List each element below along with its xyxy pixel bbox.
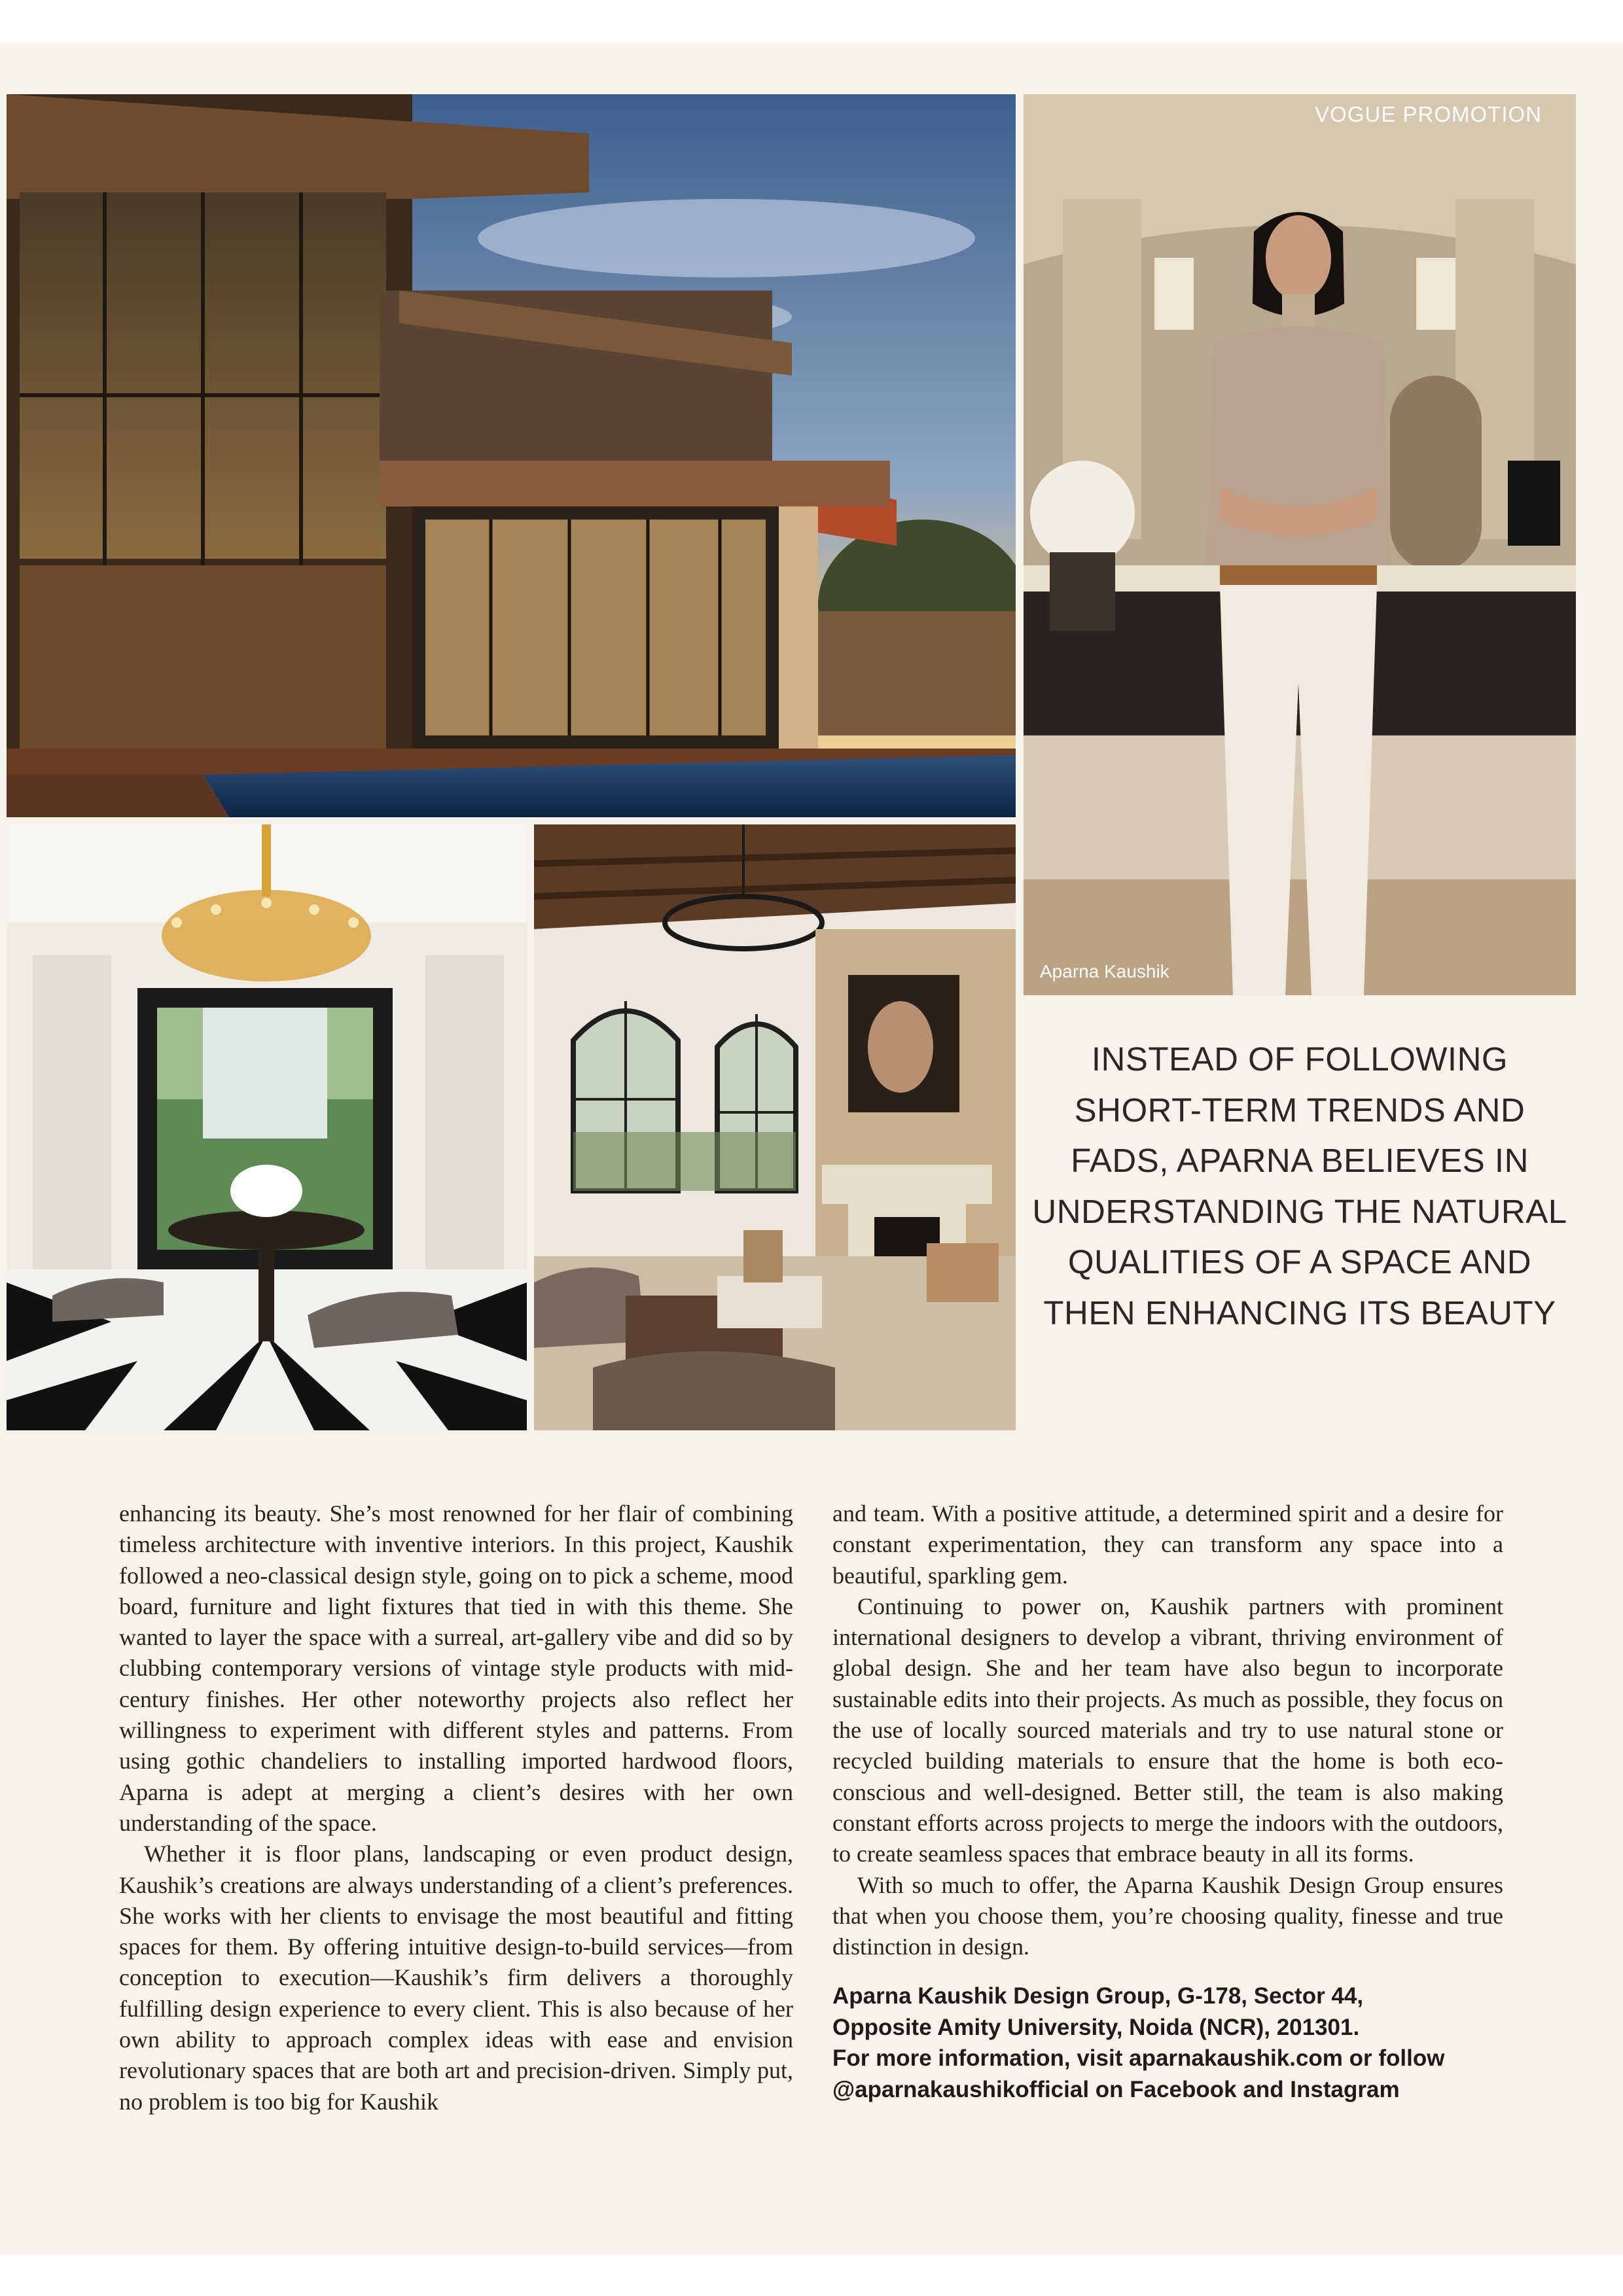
promo-label: VOGUE PROMOTION bbox=[1315, 102, 1542, 126]
page-bottom-margin bbox=[0, 2255, 1623, 2296]
living-room-photo bbox=[534, 824, 1016, 1430]
article-paragraph: With so much to offer, the Aparna Kaushik Design Group ensures that when you choose them, you’re choosing quality, finesse and true distinction in design. bbox=[832, 1871, 1503, 1960]
article-column-left bbox=[119, 1498, 793, 2117]
contact-block bbox=[832, 1981, 1503, 2105]
portrait-photo bbox=[1024, 94, 1576, 995]
article-paragraph: Whether it is floor plans, landscaping or even product design, Kaushik’s creations are always understanding of a client’s preferences. She works with her clients to envisage the most beautiful and fitting spaces for them. By offering intuitive design-to-build services—from conception to execution—Kaushik’s firm delivers a thoroughly fulfilling design experience to every client. This is also because of her own ability to approach complex ideas with ease and envision revolutionary spaces that are both art and precision-driven. Simply put, no problem is too big for Kaushik bbox=[119, 1841, 793, 2115]
pull-quote: INSTEAD OF FOLLOWING SHORT-TERM TRENDS AND FADS, APARNA BELIEVES IN UNDERSTANDING THE NATURAL QUALITIES OF A SPACE AND THEN ENHANCING ITS BEAUTY bbox=[1032, 1040, 1567, 1332]
article-paragraph: Continuing to power on, Kaushik partners with prominent international designers to develop a vibrant, thriving environment of global design. She and her team have also begun to incorporate sustainable edits into their projects. As much as possible, they focus on the use of locally sourced materials and try to use natural stone or recycled building materials to ensure that the home is both eco-conscious and well-designed. Better still, the team is also making constant efforts across projects to merge the indoors with the outdoors, to create seamless spaces that embrace beauty in all its forms. bbox=[832, 1593, 1503, 1867]
villa-exterior-photo bbox=[7, 94, 1016, 817]
foyer-photo bbox=[7, 824, 527, 1430]
page-top-margin bbox=[0, 0, 1623, 43]
article-column-right bbox=[832, 1498, 1503, 2105]
address-line: Aparna Kaushik Design Group, G-178, Sector 44, bbox=[832, 1983, 1364, 2009]
article-paragraph: and team. With a positive attitude, a determined spirit and a desire for constant experimentation, they can transform any space into a beautiful, sparkling gem. bbox=[832, 1500, 1503, 1589]
article-paragraph: enhancing its beauty. She’s most renowned for her flair of combining timeless architecture with inventive interiors. In this project, Kaushik followed a neo-classical design style, going on to pick a scheme, mood board, furniture and light fixtures that tied in with this theme. She wanted to layer the space with a surreal, art-gallery vibe and did so by clubbing contemporary versions of vintage style products with mid-century finishes. Her other noteworthy projects also reflect her willingness to experiment with different styles and patterns. From using gothic chandeliers to installing imported hardwood floors, Aparna is adept at merging a client’s desires with her own understanding of the space. bbox=[119, 1500, 793, 1836]
social-line: @aparnakaushikofficial on Facebook and Instagram bbox=[832, 2076, 1400, 2102]
address-line: Opposite Amity University, Noida (NCR), 201301. bbox=[832, 2014, 1360, 2040]
photo-caption: Aparna Kaushik bbox=[1040, 961, 1169, 981]
website-line: For more information, visit aparnakaushik.com or follow bbox=[832, 2045, 1445, 2072]
